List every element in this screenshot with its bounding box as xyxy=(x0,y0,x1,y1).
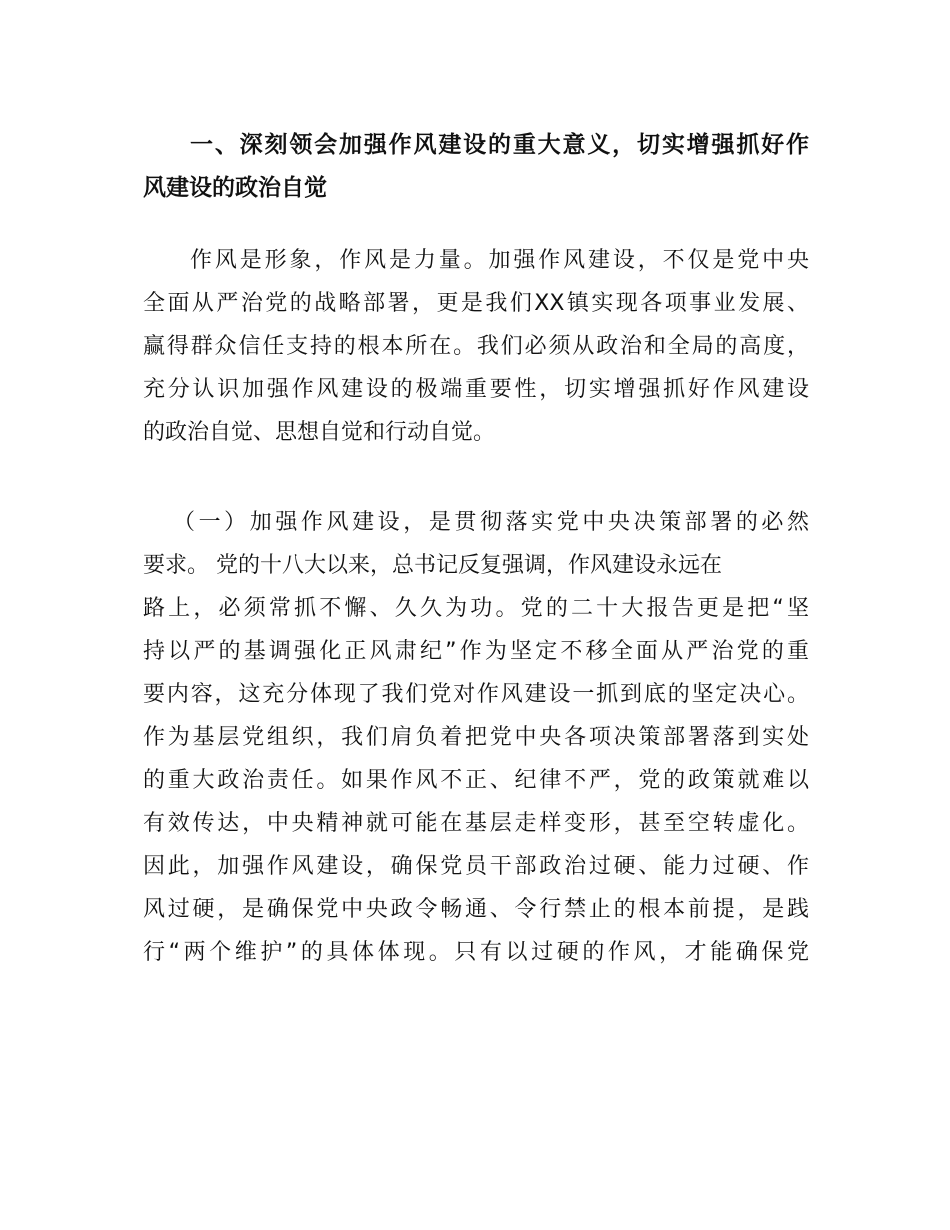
text-line: 的政治自觉、思想自觉和行动自觉。 xyxy=(143,420,496,445)
text-line: 的重大政治责任。如果作风不正、纪律不严，党的政策就难以 xyxy=(143,768,809,793)
text-line: 因此，加强作风建设，确保党员干部政治过硬、能力过硬、作 xyxy=(143,854,809,879)
text-line: 要求。 党的十八大以来，总书记反复强调，作风建设永远在 xyxy=(143,553,722,578)
text-line: 路上，必须常抓不懈、久久为功。党的二十大报告更是把“坚 xyxy=(143,596,809,621)
text-line: （一）加强作风建设，是贯彻落实党中央决策部署的必然 xyxy=(173,510,809,535)
text-line: 有效传达，中央精神就可能在基层走样变形，甚至空转虚化。 xyxy=(143,811,809,836)
text-line: 要内容，这充分体现了我们党对作风建设一抓到底的坚定决心。 xyxy=(143,682,809,707)
text-line: 充分认识加强作风建设的极端重要性，切实增强抓好作风建设 xyxy=(143,377,809,402)
text-line: 赢得群众信任支持的根本所在。我们必须从政治和全局的高度， xyxy=(143,334,809,359)
text-line: 风过硬，是确保党中央政令畅通、令行禁止的根本前提，是践 xyxy=(143,897,809,922)
text-line: 全面从严治党的战略部署，更是我们XX镇实现各项事业发展、 xyxy=(143,291,809,316)
text-line: 行“两个维护”的具体体现。只有以过硬的作风，才能确保党 xyxy=(143,940,809,965)
heading-line: 风建设的政治自觉 xyxy=(143,175,327,201)
heading-line: 一、深刻领会加强作风建设的重大意义，切实增强抓好作 xyxy=(190,132,809,158)
text-line: 作风是形象，作风是力量。加强作风建设，不仅是党中央 xyxy=(190,248,809,273)
text-line: 作为基层党组织，我们肩负着把党中央各项决策部署落到实处 xyxy=(143,725,809,750)
text-line: 持以严的基调强化正风肃纪”作为坚定不移全面从严治党的重 xyxy=(143,639,809,664)
